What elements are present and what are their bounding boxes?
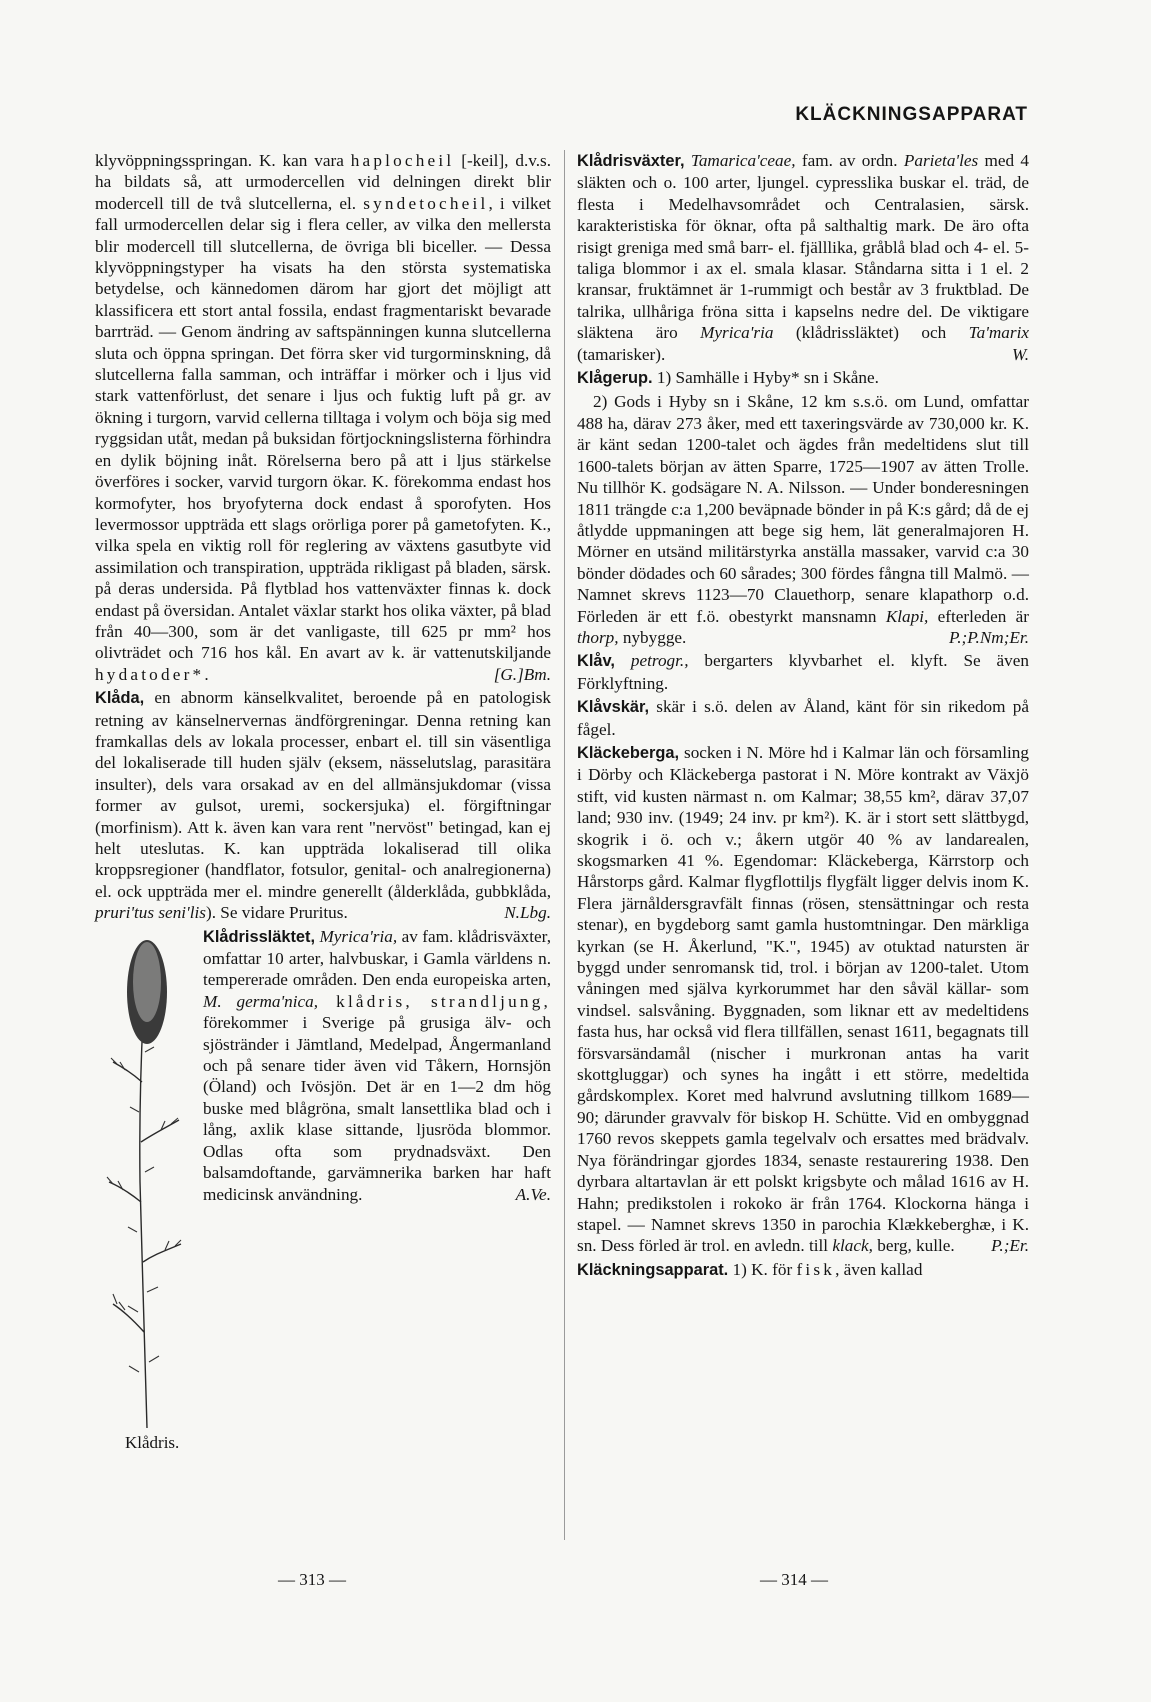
left-column: [95, 150, 551, 1452]
entry-klackeberga: Kläckeberga, socken i N. Möre hd i Kalmar län och församling i Dörby och Kläckeberga pastorat i N. Möre kontrakt av Växjö stift, vid kusten närmast n. om Kalmar; 38,55 km², därav 37,07 land; 930 inv. (1949; 24 inv. pr km²). K. är i stort sett slättbygd, skogrik i ö. och v.; åkern utgör 40 % av landarealen, skogsmarken 41 %. Egendomar: Kläckeberga, Kärrstorp och Hårstorps gård. Kalmar flygflottiljs flygfält ligger delvis inom K. Flera järnåldersgravfält finnas (rösen, stensättningar och resta stenar), en bygdeborg samt gamla hustomtningar. Den märkliga kyrkan (se H. Åkerlund, "K.", 1945) av otuktad natursten är byggd under senromansk tid, trol. i början av 1200-talet. Utom våningen med själva kyrkorummet har den såväl källar- som vindsel. salsvåning. Byggnaden, som liknar ett av medeltidens fasta hus, har också vid flera tillfällen, senast 1611, begagnats till försvarsändamål (nischer i murkronan antas ha varit skottgluggar) och synes ha ingått i ett större, medeltida gårdskomplex. Koret med halvrund avslutning tillkom 1689—90; därunder gravvalv för biskop H. Schütte. Vid en ombyggnad 1760 revos skeppets gamla tegelvalv och ersattes med brädvalv. Nya förändringar gjordes 1834, senaste restaurering 1938. Den dyrbara altartavlan är ett polskt krigsbyte och målad 1616 av H. Hahn; predikstolen i rokoko är från 1764. Klockorna hänga i stapel. — Namnet skrevs 1350 in parochia Klækkeberghæ, i K. sn. Dess förled är trol. en avledn. till klack, berg, kulle. P.;Er.: [577, 742, 1029, 1256]
entry-klagerup: Klågerup. 1) Samhälle i Hyby* sn i Skåne.: [577, 368, 879, 388]
headword: Kläckningsapparat.: [577, 1260, 729, 1279]
entry-kladrisvaxter: Klådrisväxter, Tamarica'ceae, fam. av ordn. Parieta'les med 4 släkten och o. 100 arter, ljungel. cypresslika buskar el. träd, de flesta i Medelhavsområdet och Centralasien, särsk. karakteristiska för öknar, ofta på salthaltig mark. De äro ofta risigt greniga med små barr- el. fjälllika, gråblå blad och 4- el. 5-taliga blommor i ax el. smala klasar. Ståndarna sitta i 1 el. 2 kransar, fruktämnet är 1-rummigt och består av 3 fruktblad. De talrika, ullhåriga fröna sitta i kapselns nedre del. De viktigare släktena äro Myrica'ria (klådrissläktet) och Ta'marix (tamarisker). W.: [577, 151, 1030, 364]
headword: Klåvskär,: [577, 698, 649, 717]
author-signature: P.;P.Nm;Er.: [948, 627, 1029, 647]
headword: Klågerup.: [577, 369, 653, 388]
figure-block: [95, 926, 551, 1452]
figure-caption: Klådris.: [125, 1432, 180, 1452]
author-signature: W.: [1011, 344, 1029, 364]
plant-illustration-icon: [95, 932, 195, 1428]
term-hydatoder: hydatoder*: [95, 664, 205, 684]
entry-klav: Klåv, petrogr., bergarters klyvbarhet el. klyft. Se även Förklyftning.: [577, 651, 1029, 693]
author-signature: P.;Er.: [991, 1236, 1029, 1256]
running-head: KLÄCKNINGSAPPARAT: [795, 104, 1028, 125]
author-signature: N.Lbg.: [504, 903, 551, 923]
author-signature: [G.]Bm.: [493, 664, 551, 684]
entry-klavskar: Klåvskär, skär i s.ö. delen av Åland, känt för sin rikedom på fågel.: [577, 697, 1029, 739]
headword: Klådrisväxter,: [577, 152, 685, 170]
column-divider: [564, 150, 565, 1540]
entry-klada: Klåda, en abnorm känselkvalitet, beroende på en patologisk retning av känselnervernas ändförgreningar. Denna retning kan framkallas dels av lokala processer, enbart el. till sin väsentliga del lokaliserade till huden själv (eksem, nässelutslag, parasitära insulter), dels vara orsakad av en del allmänsjukdomar (vissa former av gulsot, uremi, sockersjuka) el. förgiftningar (morfinism). Att k. även kan vara rent "nervöst" betingad, kan ej helt uteslutas. K. kan uppträda lokaliserad till olika kroppsregioner (handflator, fotsulor, genital- och analregionerna) el. ock uppträda mer el. mindre generellt (ålderklåda, gubbklåda, pruri'tus seni'lis). Se vidare Pruritus. N.Lbg.: [95, 688, 551, 923]
right-column: [577, 150, 1029, 1283]
term-haplocheil: haplocheil: [350, 151, 455, 170]
entry-kladrisslaktet: Klådrissläktet, Myrica'ria, av fam. klådrisväxter, omfattar 10 arter, halvbuskar, i Gamla världens n. tempererade områden. Den enda europeiska arten, M. germa'nica, klådris, strandljung, förekommer i Sverige på grusiga älv- och sjöstränder i Jämtland, Medelpad, Ångermanland och på senare tider även vid Tåkern, Hornsjön (Öland) och Ivösjön. Det är en 1—2 dm hög buske med blågröna, smalt lansettlika blad och i lång, axlik klase sittande, ljusröda blommor. Odlas ofta som prydnadsväxt. Den balsamdoftande, garvämnerika barken har haft medicinsk användning. A.Ve.: [203, 926, 551, 1204]
term-syndetocheil: syndetocheil: [363, 193, 489, 213]
entry-klagerup-2: 2) Gods i Hyby sn i Skåne, 12 km s.s.ö. om Lund, omfattar 488 ha, därav 273 åker, med ett taxeringsvärde av 730,000 kr. K. är känt sedan 1200-talet och ägdes från medeltidens slut till 1600-talets början av ätten Sparre, 1725—1907 av ätten Trolle. Nu tillhör K. godsägare N. A. Nilsson. — Under bonderesningen 1811 trängde c:a 1,200 beväpnade bönder in på K:s gård; då de ej åtlydde uppmaningen att bege sig hem, lät generalmajoren H. Mörner en utsänd militärstyrka anställa massaker, varvid c:a 30 bönder dödades och 60 sårades; 300 fördes fångna till Malmö. — Namnet skrevs 1123—70 Clauethorp, senare klapathorp o.d. Förleden är ett f.ö. obestyrkt mansnamn Klapi, efterleden är thorp, nybygge. P.;P.Nm;Er.: [577, 392, 1029, 647]
plant-figure: [95, 932, 195, 1452]
page-number-right: — 314 —: [760, 1570, 828, 1589]
headword: Klåv,: [577, 652, 615, 671]
page-number-left: — 313 —: [278, 1570, 346, 1589]
author-signature: A.Ve.: [515, 1184, 551, 1204]
headword: Kläckeberga,: [577, 743, 680, 762]
entry-klyvoppningar-continued: klyvöppningsspringan. K. kan vara haplocheil [-keil], d.v.s. ha bildats så, att urmodercellen vid delningen direkt blir modercell till de två slutcellerna, el. syndetocheil, i vilket fall urmodercellen delar sig i flera celler, av vilka den mellersta blir modercell till slutcellerna, de övriga bli biceller. — Dessa klyvöppningstyper ha visats ha den största systematiska betydelse, och kännedomen därom har gjort det möjligt att klassificera ett stort antal fossila, endast fragmentariskt bevarade barrträd. — Genom ändring av saftspänningen kunna slutcellerna sluta och öppna springan. Det förra sker vid turgorminskning, då slutcellerna falla samman, och inträffar i mörker och i ljus vid stark vattenförlust, det senare i ljus och fuktig luft på gr. av ökning i turgorn, varvid cellerna tilltaga i volym och böja sig med ryggsidan utåt, medan på buksidan förtjockningslisterna förhindra en dylik böjning inåt. Rörelserna bero på att i ljus stärkelse överföres i socker, varvid turgorn ökar. K. förekomma endast hos kormofyter, hos bryofyterna dock endast å sporofyten. Hos levermossor uppträda ett slags orörliga porer på gametofyten. K., vilka spela en viktig roll för reglering av växtens gasutbyte vid assimilation och transpiration, uppträda rikligast på bladen, särsk. på deras undersida. På flytblad hos vattenväxter finnas k. dock endast på översidan. Antalet växlar starkt hos olika växter, på blad från 40—300, som är det vanligaste, till 625 pr mm² hos olivträdet och 716 hos kål. En avart av k. är vattenutskiljande hydatoder*. [G.]Bm.: [95, 151, 551, 684]
headword: Klåda,: [95, 689, 145, 708]
headword: Klådrissläktet,: [203, 927, 316, 946]
entry-klackningsapparat: Kläckningsapparat. 1) K. för fisk, även kallad: [577, 1259, 923, 1279]
